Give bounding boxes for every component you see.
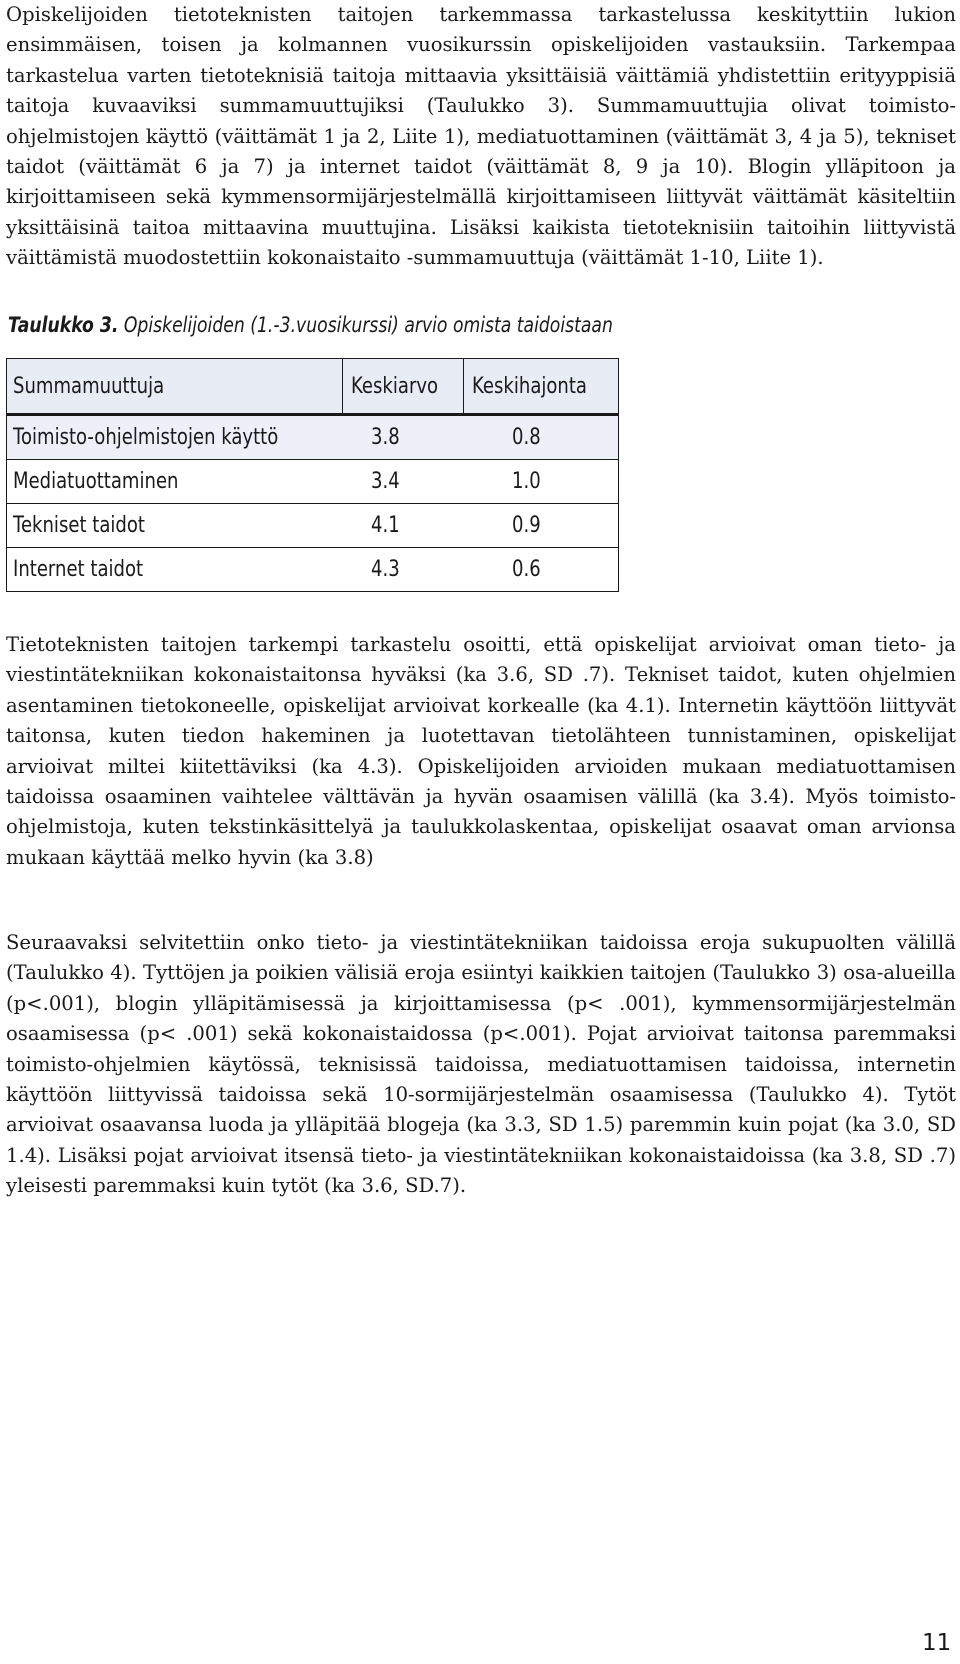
- table-cell: 3.4: [343, 460, 464, 504]
- table-row: [7, 460, 619, 504]
- table-header-cell: Keskiarvo: [343, 359, 464, 415]
- table-cell: Mediatuottaminen: [7, 460, 343, 504]
- table-header-row: [7, 359, 619, 415]
- analysis-paragraph: Tietoteknisten taitojen tarkempi tarkastelu osoitti, että opiskelijat arvioivat oman tieto- ja viestintätekniikan kokonaistaitonsa hyväksi (ka 3.6, SD .7). Tekniset taidot, kuten ohjelmien asentaminen tietokoneelle, opiskelijat arvioivat korkealle (ka 4.1). Internetin käyttöön liittyvät taitonsa, kuten tiedon hakeminen ja luotettavan tietolähteen tunnistaminen, opiskelijat arvioivat miltei kiitettäviksi (ka 4.3). Opiskelijoiden arvioiden mukaan mediatuottamisen taidoissa osaaminen vaihtelee välttävän ja hyvän osaamisen välillä (ka 3.4). Myös toimisto-ohjelmistoja, kuten tekstinkäsittelyä ja taulukkolaskentaa, opiskelijat osaavat oman arvionsa mukaan käyttää melko hyvin (ka 3.8): [6, 633, 956, 869]
- table-row: [7, 504, 619, 548]
- intro-paragraph: Opiskelijoiden tietoteknisten taitojen tarkemmassa tarkastelussa keskityttiin lukion ensimmäisen, toisen ja kolmannen vuosikurssin opiskelijoiden vastauksiin. Tarkempaa tarkastelua varten tietoteknisiä taitoja mittaavia yksittäisiä väittämiä yhdistettiin erityyppisiä taitoja kuvaaviksi summamuuttujiksi (Taulukko 3). Summamuuttujia olivat toimisto-ohjelmistojen käyttö (väittämät 1 ja 2, Liite 1), mediatuottaminen (väittämät 3, 4 ja 5), tekniset taidot (väittämät 6 ja 7) ja internet taidot (väittämät 8, 9 ja 10). Blogin ylläpitoon ja kirjoittamiseen sekä kymmensormijärjestelmällä kirjoittamiseen liittyvät väittämät käsiteltiin yksittäisinä taitoa mittaavina muuttujina. Lisäksi kaikista tietoteknisiin taitoihin liittyvistä väittämistä muodostettiin kokonaistaito -summamuuttuja (väittämät 1-10, Liite 1).: [6, 3, 956, 270]
- table-caption-text: Opiskelijoiden (1.-3.vuosikurssi) arvio omista taidoistaan: [118, 313, 613, 337]
- table-row: [7, 548, 619, 592]
- table-cell: Internet taidot: [7, 548, 343, 592]
- table-cell: 0.9: [464, 504, 619, 548]
- table-cell: 4.3: [343, 548, 464, 592]
- table-cell: 3.8: [343, 415, 464, 460]
- page-number: 11: [922, 1630, 952, 1656]
- table-row: [7, 415, 619, 460]
- table-cell: Tekniset taidot: [7, 504, 343, 548]
- table-header-cell: Summamuuttuja: [7, 359, 343, 415]
- table-cell: Toimisto-ohjelmistojen käyttö: [7, 415, 343, 460]
- table-cell: 4.1: [343, 504, 464, 548]
- table-header-cell: Keskihajonta: [464, 359, 619, 415]
- table-caption: [8, 313, 613, 337]
- skills-table: [6, 358, 619, 592]
- table-cell: 0.6: [464, 548, 619, 592]
- table-caption-label: Taulukko 3.: [8, 313, 119, 337]
- table-cell: 1.0: [464, 460, 619, 504]
- table-cell: 0.8: [464, 415, 619, 460]
- gender-paragraph: Seuraavaksi selvitettiin onko tieto- ja viestintätekniikan taidoissa eroja sukupuolten välillä (Taulukko 4). Tyttöjen ja poikien välisiä eroja esiintyi kaikkien taitojen (Taulukko 3) osa-alueilla (p<.001), blogin ylläpitämisessä ja kirjoittamisessa (p< .001), kymmensormijärjestelmän osaamisessa (p< .001) sekä kokonaistaidossa (p<.001). Pojat arvioivat taitonsa paremmaksi toimisto-ohjelmien käytössä, teknisissä taidoissa, mediatuottamisen taidoissa, internetin käyttöön liittyvissä taidoissa sekä 10-sormijärjestelmän osaamisessa (Taulukko 4). Tytöt arvioivat osaavansa luoda ja ylläpitää blogeja (ka 3.3, SD 1.5) paremmin kuin pojat (ka 3.0, SD 1.4). Lisäksi pojat arvioivat itsensä tieto- ja viestintätekniikan kokonaistaidoissa (ka 3.8, SD .7) yleisesti paremmaksi kuin tytöt (ka 3.6, SD.7).: [6, 931, 956, 1198]
